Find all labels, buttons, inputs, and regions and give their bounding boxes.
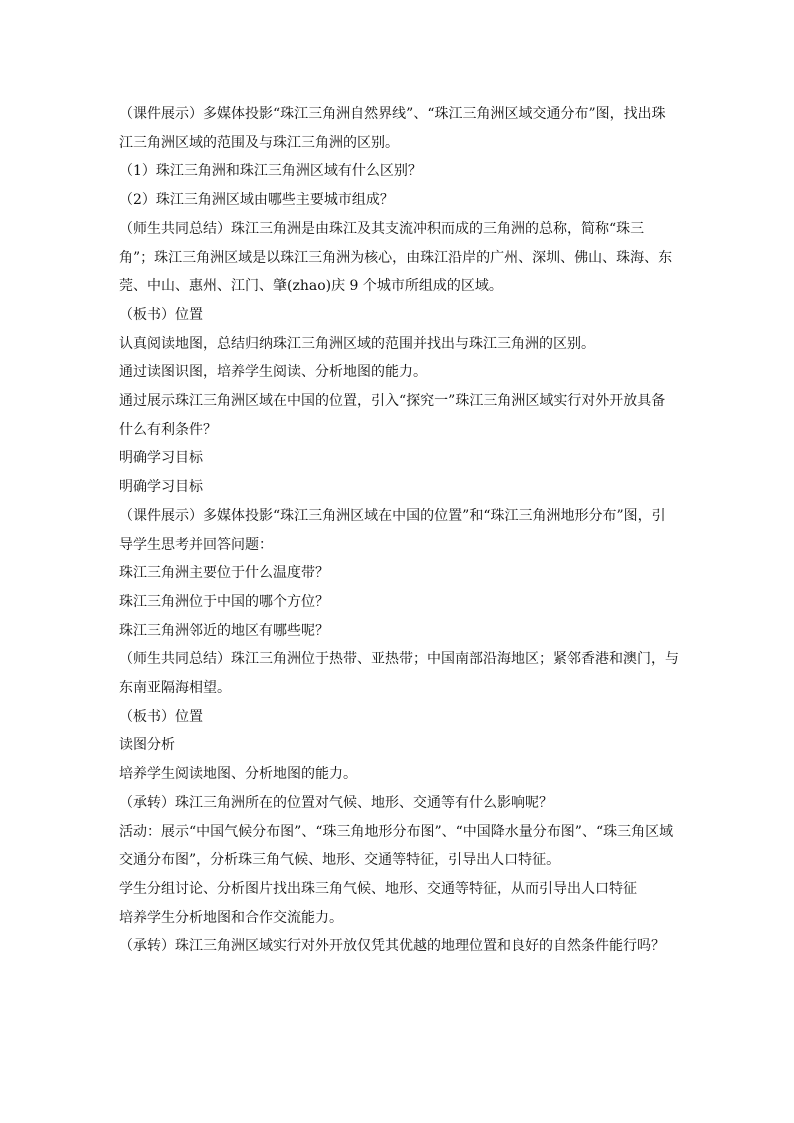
paragraph-activity: 活动：展示“中国气候分布图”、“珠三角地形分布图”、“中国降水量分布图”、“珠三角区域交通分布图”，分析珠三角气候、地形、交通等特征，引导出人口特征。 [119,823,674,869]
paragraph-question-temperature: 珠江三角洲主要位于什么温度带？ [119,565,329,582]
paragraph-learning-goal: 明确学习目标 [119,450,203,467]
document-body [119,100,679,961]
paragraph-board-location: （板书）位置 [119,306,203,323]
paragraph-learning-goal-repeat: 明确学习目标 [119,479,203,496]
paragraph-cooperation-skills: 培养学生分析地图和合作交流能力。 [119,909,343,926]
paragraph-question-2: （2）珠江三角洲区域由哪些主要城市组成？ [119,192,394,209]
paragraph-transition-influence: （承转）珠江三角洲所在的位置对气候、地形、交通等有什么影响呢？ [119,794,553,811]
paragraph-courseware-position: （课件展示）多媒体投影“珠江三角洲区域在中国的位置”和“珠江三角洲地形分布”图，引导学生思考并回答问题： [119,507,666,553]
paragraph-transition-opening: （承转）珠江三角洲区域实行对外开放仅凭其优越的地理位置和良好的自然条件能行吗？ [119,938,665,955]
paragraph-read-map: 认真阅读地图，总结归纳珠江三角洲区域的范围并找出与珠江三角洲的区别。 [119,335,595,352]
paragraph-summary-definition: （师生共同总结）珠江三角洲是由珠江及其支流冲积而成的三角洲的总称，简称“珠三角”；珠江三角洲区域是以珠江三角洲为核心，由珠江沿岸的广州、深圳、佛山、珠海、东莞、中山、惠州、江门、肇(zhao)庆 9 个城市所组成的区域。 [119,220,673,295]
paragraph-question-neighbors: 珠江三角洲邻近的地区有哪些呢？ [119,622,329,639]
paragraph-map-analysis: 读图分析 [119,737,175,754]
paragraph-map-skills-2: 培养学生阅读地图、分析地图的能力。 [119,766,357,783]
paragraph-board-location-2: （板书）位置 [119,708,203,725]
paragraph-question-1: （1）珠江三角洲和珠江三角洲区域有什么区别？ [119,163,422,180]
paragraph-intro-courseware: （课件展示）多媒体投影“珠江三角洲自然界线”、“珠江三角洲区域交通分布”图，找出珠江三角洲区域的范围及与珠江三角洲的区别。 [119,106,666,151]
paragraph-question-direction: 珠江三角洲位于中国的哪个方位？ [119,593,329,610]
paragraph-explore-one: 通过展示珠江三角洲区域在中国的位置，引入“探究一”珠江三角洲区域实行对外开放具备什么有利条件？ [119,393,666,438]
paragraph-summary-location: （师生共同总结）珠江三角洲位于热带、亚热带；中国南部沿海地区；紧邻香港和澳门，与东南亚隔海相望。 [119,651,679,697]
paragraph-group-discussion: 学生分组讨论、分析图片找出珠三角气候、地形、交通等特征，从而引导出人口特征 [119,880,637,897]
paragraph-map-skills: 通过读图识图，培养学生阅读、分析地图的能力。 [119,364,427,381]
